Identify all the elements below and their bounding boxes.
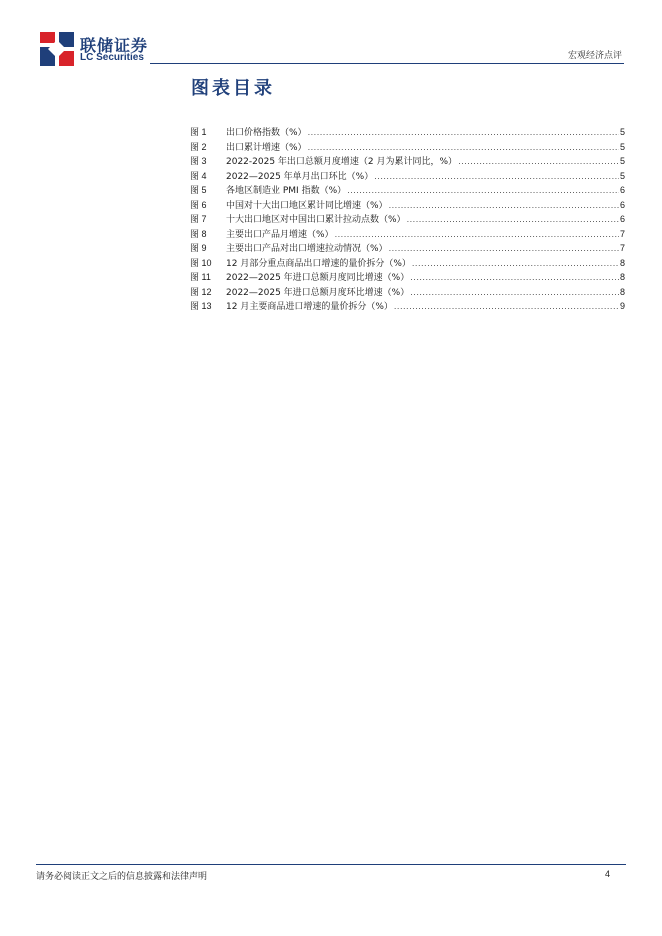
toc-entry[interactable] xyxy=(190,183,625,198)
toc-entry[interactable] xyxy=(190,270,625,285)
toc-entry-page: 5 xyxy=(619,170,625,181)
toc-dot-leader xyxy=(308,128,619,137)
toc-dot-leader xyxy=(410,288,619,297)
toc-entry-title: 主要出口产品月增速（%） xyxy=(226,229,334,240)
logo-text-cn: 联储证券 xyxy=(80,36,149,55)
toc-dot-leader xyxy=(335,230,619,239)
toc-dot-leader xyxy=(308,143,619,152)
toc-entry-title: 2022—2025 年进口总额月度环比增速（%） xyxy=(226,287,410,298)
toc-entry-number: 图 7 xyxy=(190,214,207,224)
toc-entry[interactable] xyxy=(190,227,625,242)
toc-entry-number: 图 12 xyxy=(190,286,212,297)
toc-dot-leader xyxy=(389,244,619,253)
footer-disclaimer: 请务必阅读正文之后的信息披露和法律声明 xyxy=(36,872,208,882)
toc-entry-number: 图 1 xyxy=(190,127,207,137)
toc-entry[interactable] xyxy=(190,256,625,271)
toc-entry-number: 图 11 xyxy=(190,272,211,282)
toc-entry-page: 8 xyxy=(619,286,625,297)
toc-entry-number: 图 8 xyxy=(190,228,207,239)
toc-entry-title: 2022-2025 年出口总额月度增速（2 月为累计同比，%） xyxy=(226,157,458,167)
toc-entry[interactable] xyxy=(190,212,625,227)
toc-entry-number: 图 4 xyxy=(190,170,207,181)
toc-dot-leader xyxy=(389,201,619,210)
toc-entry-title: 12 月主要商品进口增速的量价拆分（%） xyxy=(226,302,393,312)
toc-entry-number: 图 6 xyxy=(190,199,207,210)
toc-entry-title: 出口价格指数（%） xyxy=(226,128,307,138)
toc-entry-number: 图 2 xyxy=(190,141,207,152)
toc-entry[interactable] xyxy=(190,241,625,256)
toc-entry-title: 中国对十大出口地区累计同比增速（%） xyxy=(226,200,388,211)
toc-entry-number: 图 10 xyxy=(190,257,212,268)
toc-entry-page: 5 xyxy=(619,141,625,152)
page-number: 4 xyxy=(604,869,610,879)
logo-text-en: LC Securities xyxy=(80,52,144,63)
toc-entry[interactable] xyxy=(190,285,625,300)
toc-entry-number: 图 3 xyxy=(190,156,207,166)
toc-entry-title: 2022—2025 年进口总额月度同比增速（%） xyxy=(226,273,410,283)
toc-entry-page: 7 xyxy=(619,243,625,253)
toc-entry-title: 主要出口产品对出口增速拉动情况（%） xyxy=(226,244,388,254)
toc-entry-page: 5 xyxy=(619,156,625,166)
toc-dot-leader xyxy=(407,215,619,224)
toc-dot-leader xyxy=(347,186,619,195)
toc-entry-page: 9 xyxy=(619,301,625,311)
report-category: 宏观经济点评 xyxy=(567,51,622,61)
toc-entry[interactable] xyxy=(190,140,625,155)
toc-entry-page: 7 xyxy=(619,228,625,239)
toc-entry[interactable] xyxy=(190,169,625,184)
logo-mark-icon xyxy=(40,32,74,66)
footer-divider xyxy=(36,864,626,865)
toc-entry-number: 图 13 xyxy=(190,301,212,311)
toc-entry-page: 6 xyxy=(619,185,625,195)
toc-entry-title: 十大出口地区对中国出口累计拉动点数（%） xyxy=(226,215,406,225)
toc-entry-title: 12 月部分重点商品出口增速的量价拆分（%） xyxy=(226,258,411,269)
toc-list xyxy=(190,125,625,314)
toc-entry-title: 出口累计增速（%） xyxy=(226,142,307,153)
toc-entry[interactable] xyxy=(190,299,625,314)
toc-entry[interactable] xyxy=(190,125,625,140)
toc-dot-leader xyxy=(410,273,619,282)
company-logo xyxy=(40,32,160,66)
header-divider xyxy=(150,63,624,64)
toc-entry-title: 2022—2025 年单月出口环比（%） xyxy=(226,171,374,182)
toc-dot-leader xyxy=(412,259,619,268)
toc-entry[interactable] xyxy=(190,198,625,213)
toc-entry-number: 图 5 xyxy=(190,185,207,195)
toc-dot-leader xyxy=(394,302,619,311)
toc-entry-title: 各地区制造业 PMI 指数（%） xyxy=(226,186,347,196)
toc-entry-page: 6 xyxy=(619,199,625,210)
toc-entry-page: 6 xyxy=(619,214,625,224)
toc-entry-page: 8 xyxy=(619,257,625,268)
toc-entry-page: 8 xyxy=(619,272,625,282)
toc-dot-leader xyxy=(458,157,619,166)
toc-entry[interactable] xyxy=(190,154,625,169)
toc-heading: 图表目录 xyxy=(191,78,275,99)
toc-entry-page: 5 xyxy=(619,127,625,137)
toc-dot-leader xyxy=(374,172,619,181)
toc-entry-number: 图 9 xyxy=(190,243,207,253)
